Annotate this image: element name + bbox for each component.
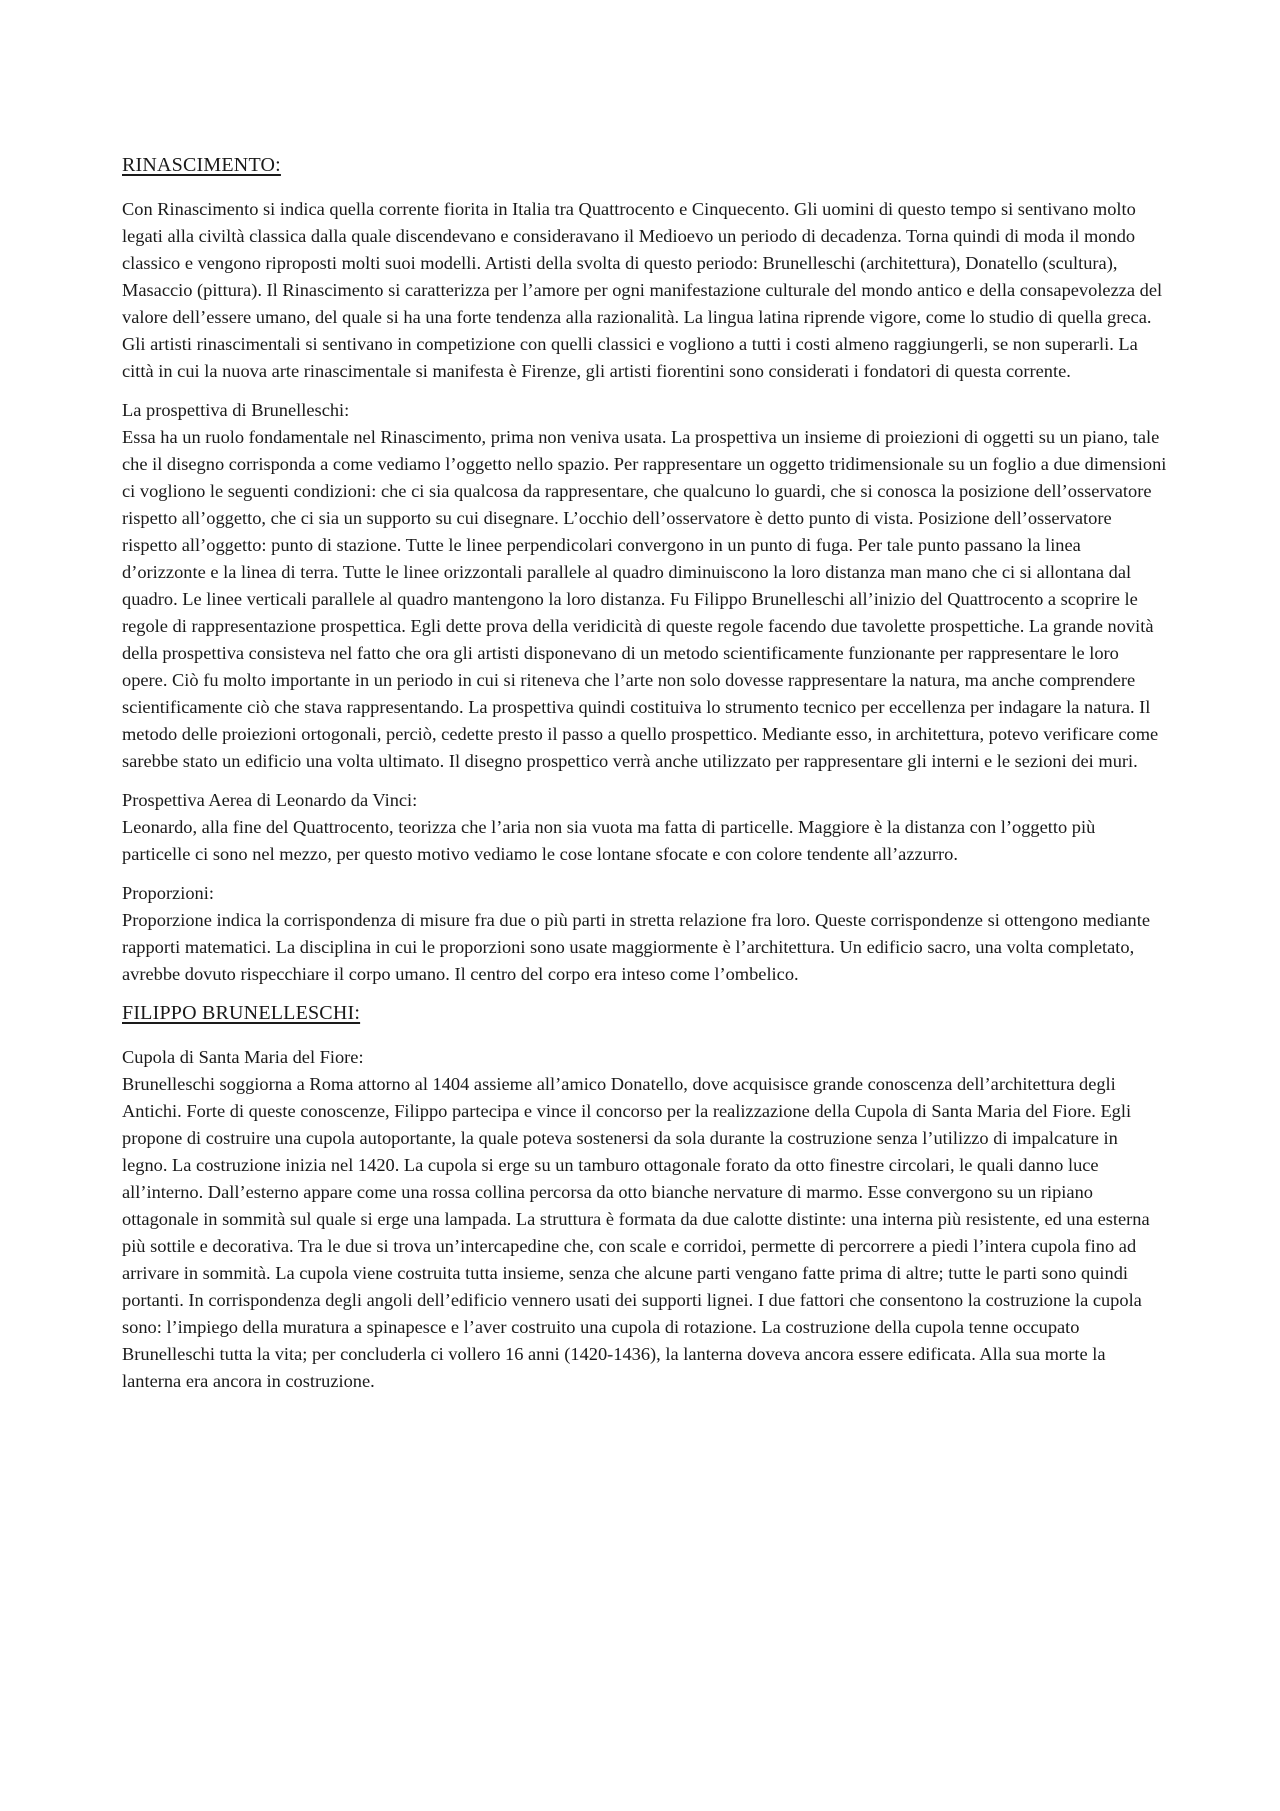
paragraph-proporzioni: Proporzione indica la corrispondenza di misure fra due o più parti in stretta relazione fra loro. Queste corrispondenze si ottengono mediante rapporti matematici. La disciplina in cui le proporzioni sono usate maggiormente è l’architettura. Un edificio sacro, una volta completato, avrebbe dovuto rispecchiare il corpo umano. Il centro del corpo era inteso come l’ombelico. xyxy=(122,910,1150,984)
section-proporzioni xyxy=(122,880,1167,988)
paragraph-rinascimento-intro: Con Rinascimento si indica quella corrente fiorita in Italia tra Quattrocento e Cinquecento. Gli uomini di questo tempo si sentivano molto legati alla civiltà classica dalla quale discendevano e consideravano il Medioevo un periodo di decadenza. Torna quindi di moda il mondo classico e vengono riproposti molti suoi modelli. Artisti della svolta di questo periodo: Brunelleschi (architettura), Donatello (scultura), Masaccio (pittura). Il Rinascimento si caratterizza per l’amore per ogni manifestazione culturale del mondo antico e della consapevolezza del valore dell’essere umano, del quale si ha una forte tendenza alla razionalità. La lingua latina riprende vigore, come lo studio di quella greca. Gli artisti rinascimentali si sentivano in competizione con quelli classici e vogliono a tutti i costi almeno raggiungerli, se non superarli. La città in cui la nuova arte rinascimentale si manifesta è Firenze, gli artisti fiorentini sono considerati i fondatori di questa corrente. xyxy=(122,199,1163,381)
section-prospettiva-brunelleschi xyxy=(122,397,1167,775)
section-cupola xyxy=(122,1044,1167,1395)
heading-rinascimento: RINASCIMENTO: xyxy=(122,154,281,176)
paragraph-cupola: Brunelleschi soggiorna a Roma attorno al 1404 assieme all’amico Donatello, dove acquisisce grande conoscenza dell’architettura degli Antichi. Forte di queste conoscenze, Filippo partecipa e vince il concorso per la realizzazione della Cupola di Santa Maria del Fiore. Egli propone di costruire una cupola autoportante, la quale poteva sostenersi da sola durante la costruzione senza l’utilizzo di impalcature in legno. La costruzione inizia nel 1420. La cupola si erge su un tamburo ottagonale forato da otto finestre circolari, le quali danno luce all’interno. Dall’esterno appare come una rossa collina percorsa da otto bianche nervature di marmo. Esse convergono su un ripiano ottagonale in sommità sul quale si erge una lampada. La struttura è formata da due calotte distinte: una interna più resistente, ed una esterna più sottile e decorativa. Tra le due si trova un’intercapedine che, con scale e corridoi, permette di percorrere a piedi l’intera cupola fino ad arrivare in sommità. La cupola viene costruita tutta insieme, senza che alcune parti vengano fatte prima di altre; tutte le parti sono quindi portanti. In corrispondenza degli angoli dell’edificio vennero usati dei supporti lignei. I due fattori che consentono la costruzione la cupola sono: l’impiego della muratura a spinapesce e l’aver costruito una cupola di rotazione. La costruzione della cupola tenne occupato Brunelleschi tutta la vita; per concluderla ci vollero 16 anni (1420-1436), la lanterna doveva ancora essere edificata. Alla sua morte la lanterna era ancora in costruzione. xyxy=(122,1074,1150,1391)
paragraph-prospettiva-brunelleschi: Essa ha un ruolo fondamentale nel Rinascimento, prima non veniva usata. La prospettiva un insieme di proiezioni di oggetti su un piano, tale che il disegno corrisponda a come vediamo l’oggetto nello spazio. Per rappresentare un oggetto tridimensionale su un foglio a due dimensioni ci vogliono le seguenti condizioni: che ci sia qualcosa da rappresentare, che qualcuno lo guardi, che si conosca la posizione dell’osservatore rispetto all’oggetto, che ci sia un supporto su cui disegnare. L’occhio dell’osservatore è detto punto di vista. Posizione dell’osservatore rispetto all’oggetto: punto di stazione. Tutte le linee perpendicolari convergono in un punto di fuga. Per tale punto passano la linea d’orizzonte e la linea di terra. Tutte le linee orizzontali parallele al quadro diminuiscono la loro distanza man mano che ci si allontana dal quadro. Le linee verticali parallele al quadro mantengono la loro distanza. Fu Filippo Brunelleschi all’inizio del Quattrocento a scoprire le regole di rappresentazione prospettica. Egli dette prova della veridicità di queste regole facendo due tavolette prospettiche. La grande novità della prospettiva consisteva nel fatto che ora gli artisti disponevano di un metodo scientificamente funzionante per rappresentare le loro opere. Ciò fu molto importante in un periodo in cui si riteneva che l’arte non solo dovesse rappresentare la natura, ma anche comprendere scientificamente ciò che stava rappresentando. La prospettiva quindi costituiva lo strumento tecnico per eccellenza per indagare la natura. Il metodo delle proiezioni ortogonali, perciò, cedette presto il passo a quello prospettico. Mediante esso, in architettura, potevo verificare come sarebbe stato un edificio una volta ultimato. Il disegno prospettico verrà anche utilizzato per rappresentare gli interni e le sezioni dei muri. xyxy=(122,427,1167,771)
document-page xyxy=(122,152,1167,1407)
subtitle-proporzioni: Proporzioni: xyxy=(122,883,214,903)
subtitle-cupola: Cupola di Santa Maria del Fiore: xyxy=(122,1047,364,1067)
subtitle-prospettiva-aerea: Prospettiva Aerea di Leonardo da Vinci: xyxy=(122,790,418,810)
subtitle-prospettiva-brunelleschi: La prospettiva di Brunelleschi: xyxy=(122,400,350,420)
heading-filippo-brunelleschi: FILIPPO BRUNELLESCHI: xyxy=(122,1002,361,1024)
section-prospettiva-aerea xyxy=(122,787,1167,868)
paragraph-prospettiva-aerea: Leonardo, alla fine del Quattrocento, teorizza che l’aria non sia vuota ma fatta di particelle. Maggiore è la distanza con l’oggetto più particelle ci sono nel mezzo, per questo motivo vediamo le cose lontane sfocate e con colore tendente all’azzurro. xyxy=(122,817,1096,864)
